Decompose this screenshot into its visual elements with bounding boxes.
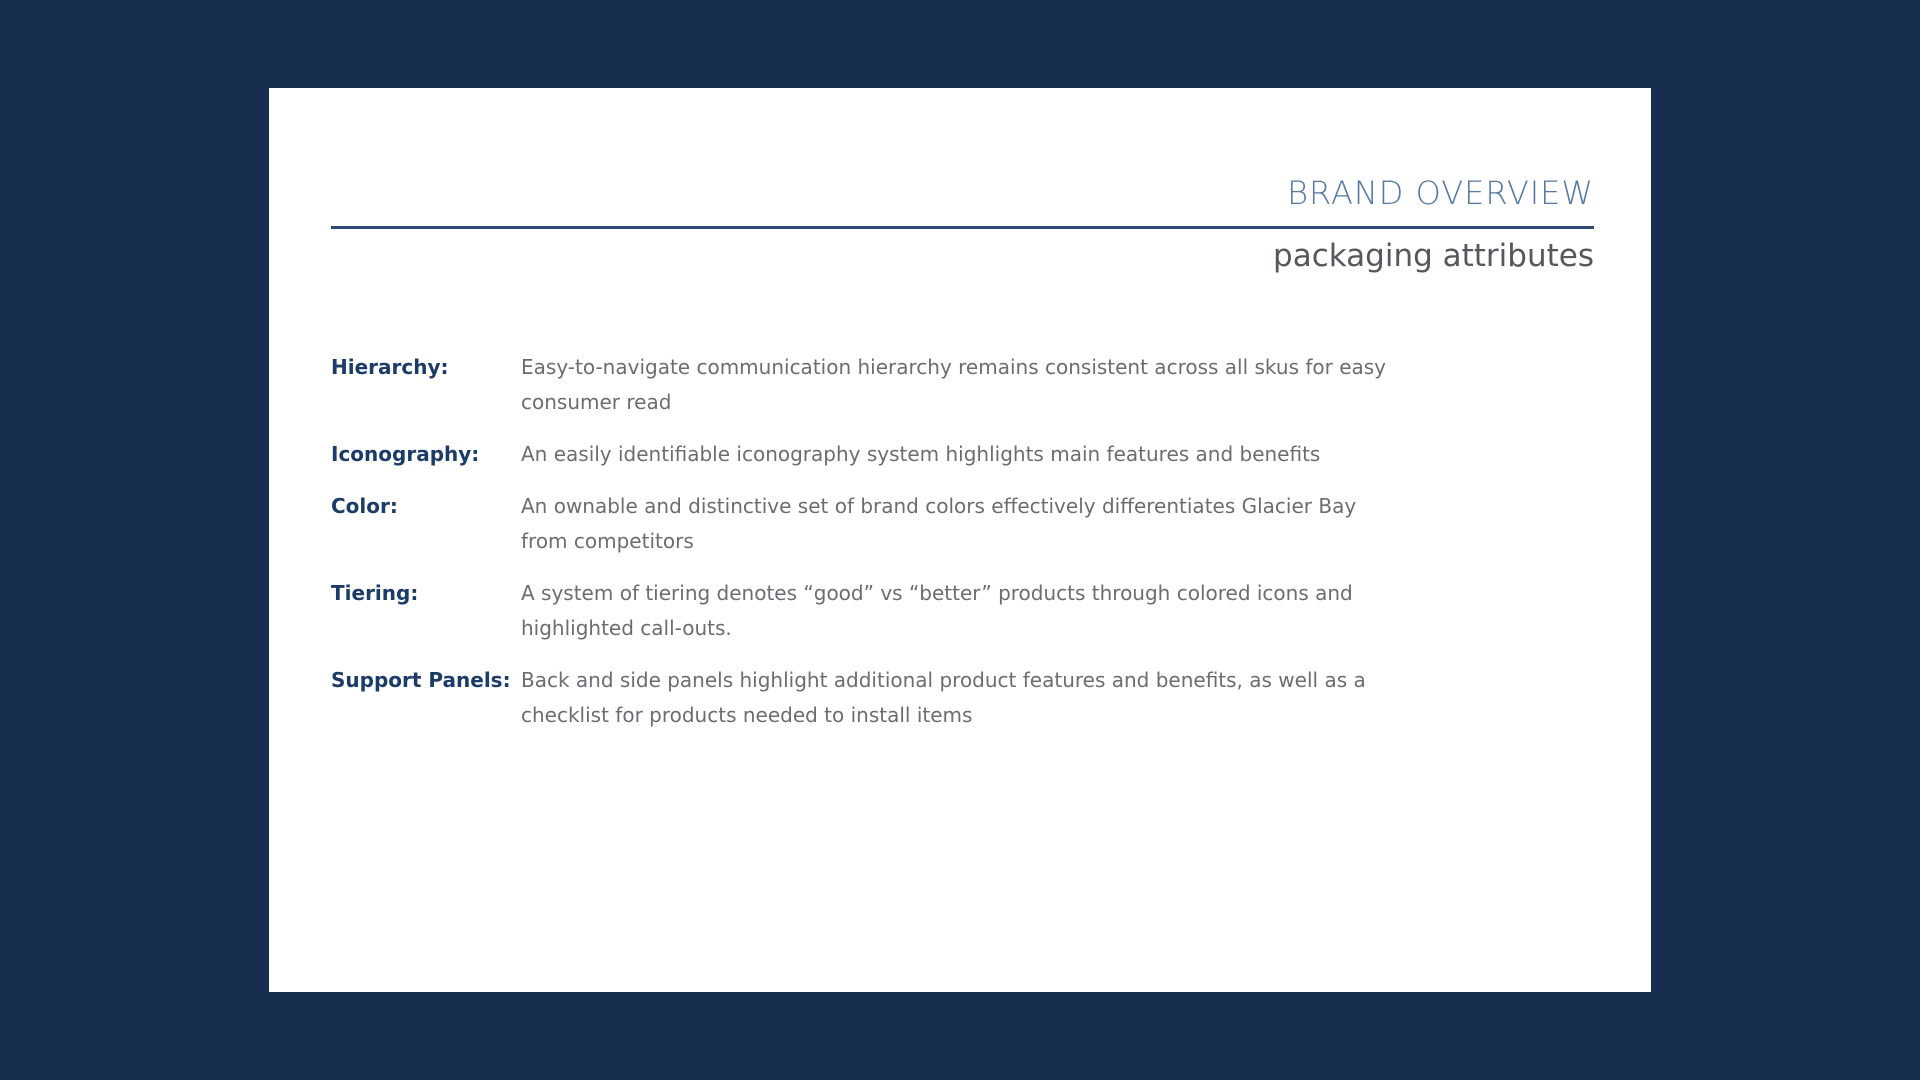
attribute-description: An easily identifiable iconography system highlights main features and benefits (521, 442, 1321, 466)
slide-title: BRAND OVERVIEW (1287, 174, 1594, 212)
attribute-label: Color: (331, 494, 398, 518)
attribute-description: Back and side panels highlight additional product features and benefits, as well as a checklist for products needed to install items (521, 668, 1366, 727)
attribute-label: Support Panels: (331, 668, 511, 692)
attribute-row-tiering (331, 576, 1431, 646)
attribute-row-color (331, 489, 1431, 559)
attribute-row-iconography (331, 437, 1431, 472)
attribute-label: Hierarchy: (331, 355, 449, 379)
attribute-description: Easy-to-navigate communication hierarchy remains consistent across all skus for easy consumer read (521, 355, 1387, 414)
attribute-description: A system of tiering denotes “good” vs “better” products through colored icons and highlighted call-outs. (521, 581, 1353, 640)
attribute-list (331, 350, 1431, 750)
attribute-row-hierarchy (331, 350, 1431, 420)
slide-subtitle: packaging attributes (1273, 238, 1594, 274)
attribute-row-support-panels (331, 663, 1431, 733)
title-divider (331, 226, 1594, 229)
slide-card (269, 88, 1651, 992)
attribute-label: Tiering: (331, 581, 419, 605)
attribute-description: An ownable and distinctive set of brand colors effectively differentiates Glacier Bay from competitors (521, 494, 1357, 553)
attribute-label: Iconography: (331, 442, 480, 466)
